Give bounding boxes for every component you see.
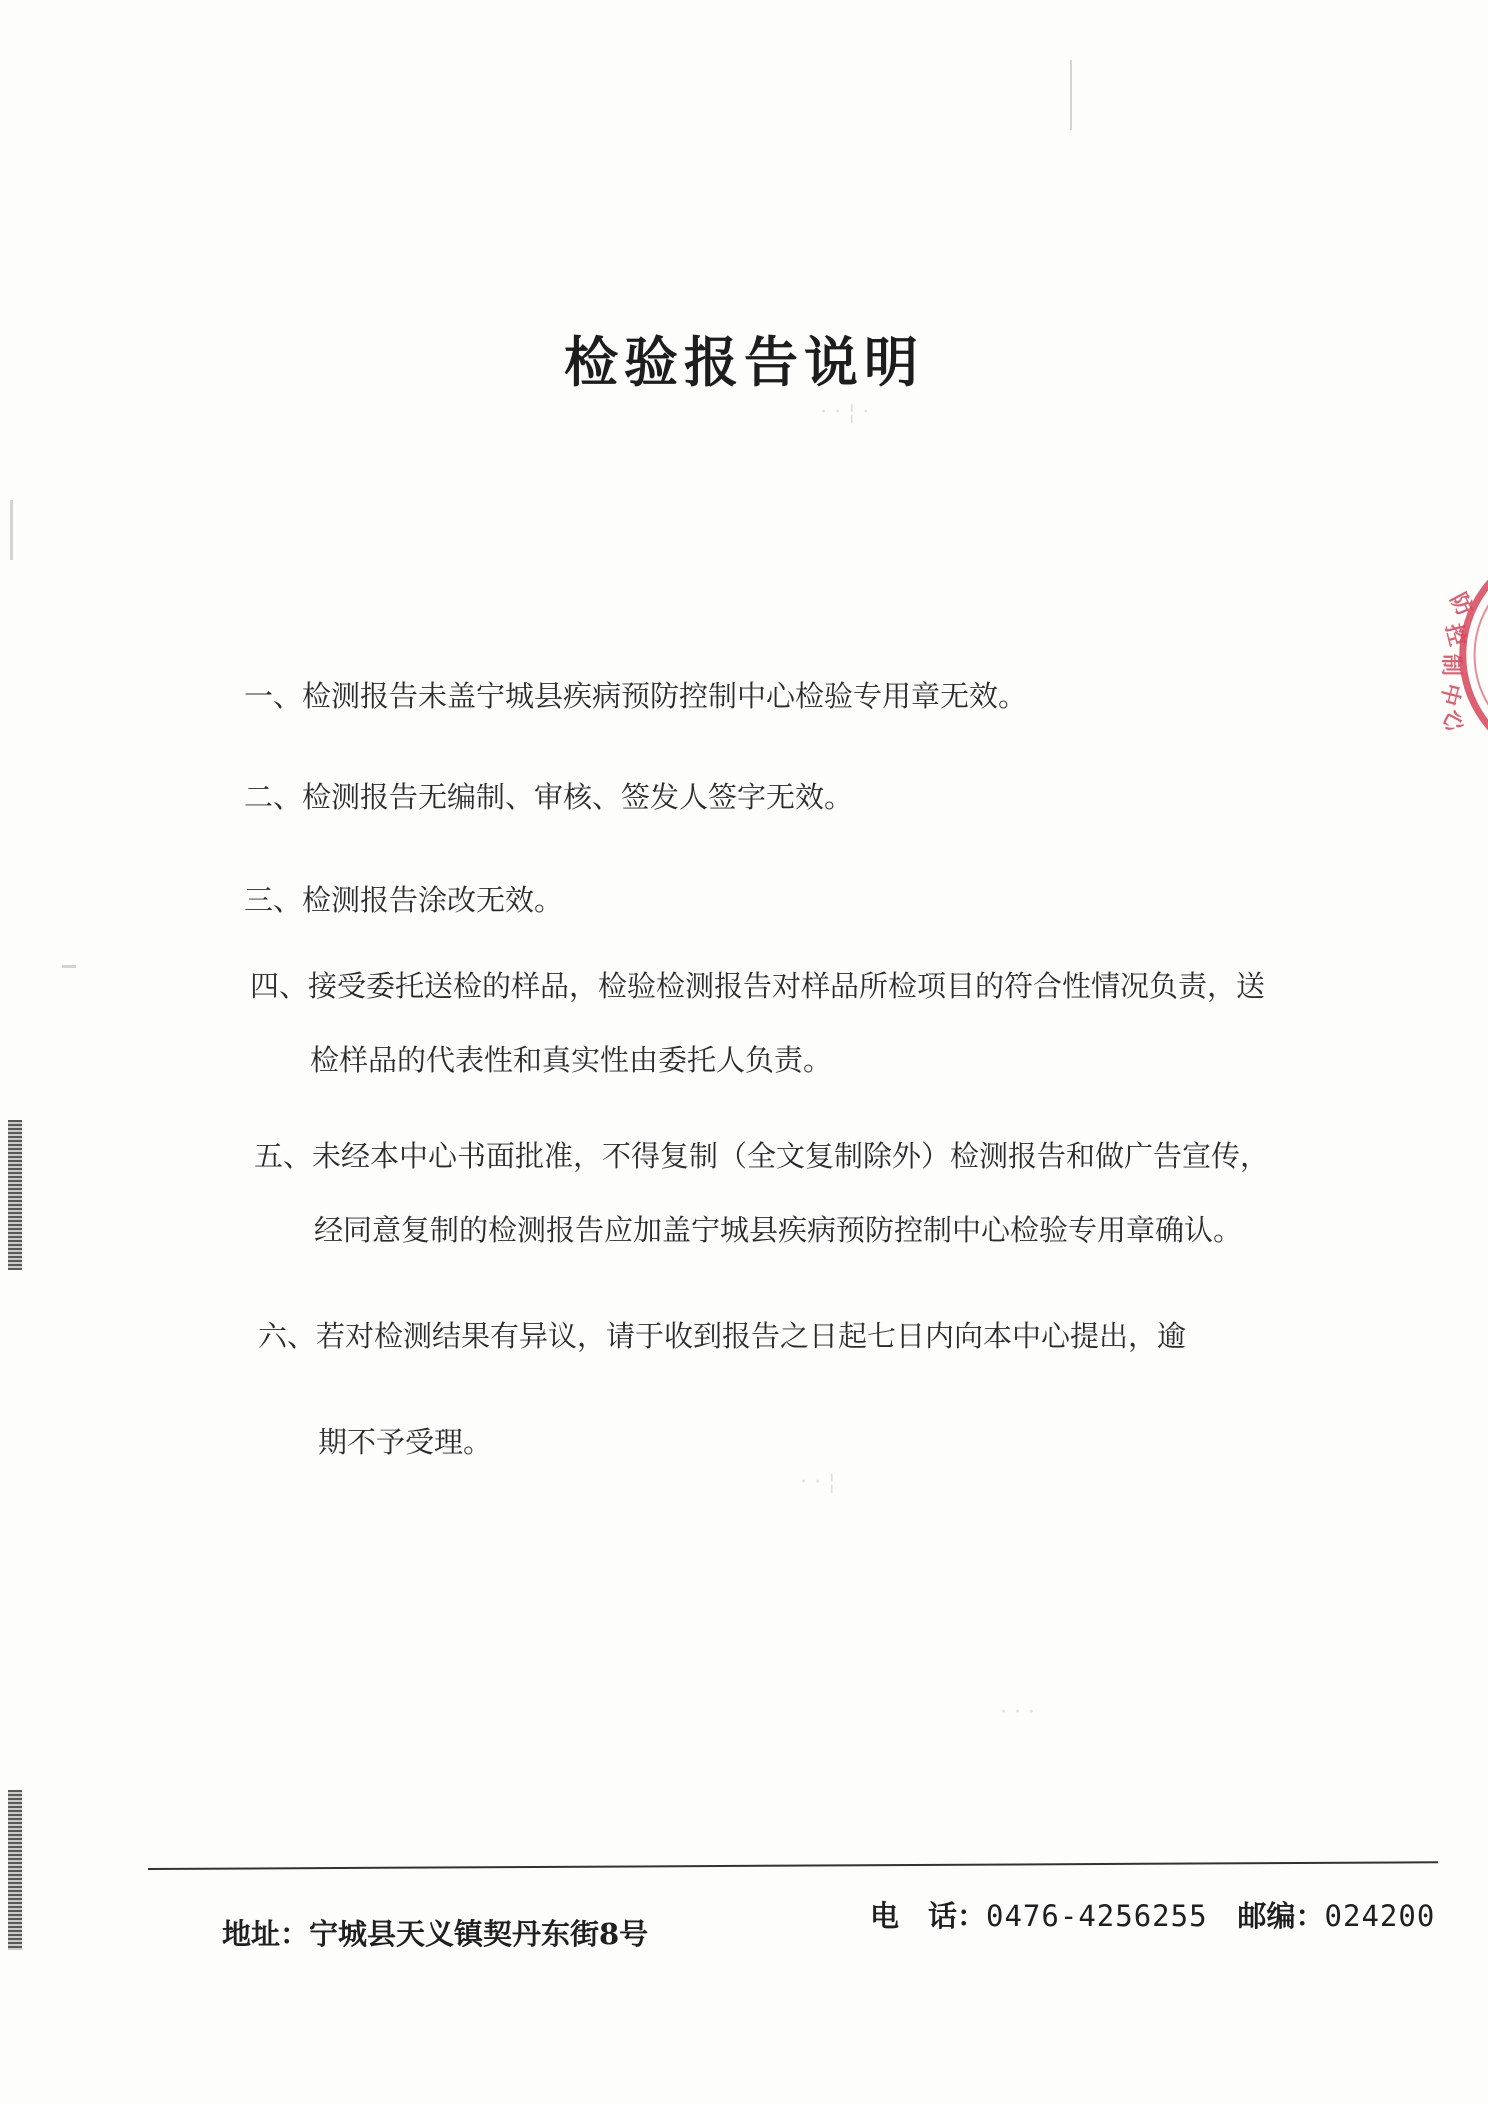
clause-4-line-2: 检样品的代表性和真实性由委托人负责。 <box>310 1043 833 1077</box>
footer-contact <box>870 1894 1435 1935</box>
document-title: 检验报告说明 <box>564 330 924 394</box>
clause-2-line-1: 二、检测报告无编制、审核、签发人签字无效。 <box>244 780 854 814</box>
svg-text:中: 中 <box>1434 680 1465 708</box>
clause-6-line-1: 六、若对检测结果有异议，请于收到报告之日起七日内向本中心提出，逾 <box>258 1319 1187 1353</box>
svg-text:防: 防 <box>1444 589 1478 621</box>
scan-edge-artifact <box>8 1790 22 1950</box>
phone-label: 电 话： <box>870 1899 987 1933</box>
bleed-through-mark: · · · <box>1000 1700 1035 1725</box>
phone-number: 0476-4256255 <box>986 1899 1208 1933</box>
clause-4-line-1: 四、接受委托送检的样品，检验检测报告对样品所检项目的符合性情况负责，送 <box>250 969 1266 1003</box>
bleed-through-mark: · · ¦ <box>800 1470 836 1495</box>
bleed-through-mark: · · ¦ · <box>820 400 870 425</box>
clause-5-line-1: 五、未经本中心书面批准，不得复制（全文复制除外）检测报告和做广告宣传， <box>254 1139 1270 1173</box>
clause-1-line-1: 一、检测报告未盖宁城县疾病预防控制中心检验专用章无效。 <box>244 679 1028 713</box>
scan-edge-artifact <box>8 1120 22 1270</box>
footer-address: 地址：宁城县天义镇契丹东街8号 <box>222 1917 649 1951</box>
svg-text:制: 制 <box>1438 654 1463 677</box>
scan-speck <box>1070 60 1072 130</box>
svg-text:心: 心 <box>1436 705 1469 737</box>
svg-text:控: 控 <box>1440 621 1470 649</box>
postcode-value: 024200 <box>1324 1899 1436 1933</box>
clause-5-line-2: 经同意复制的检测报告应加盖宁城县疾病预防控制中心检验专用章确认。 <box>314 1213 1243 1247</box>
scan-speck <box>10 500 13 560</box>
clause-6-line-2: 期不予受理。 <box>318 1425 493 1459</box>
clause-3-line-1: 三、检测报告涂改无效。 <box>244 883 564 917</box>
footer-divider <box>148 1861 1438 1870</box>
scan-speck <box>62 965 76 968</box>
postcode-label: 邮编： <box>1237 1899 1325 1933</box>
official-seal-icon <box>1420 540 1488 770</box>
